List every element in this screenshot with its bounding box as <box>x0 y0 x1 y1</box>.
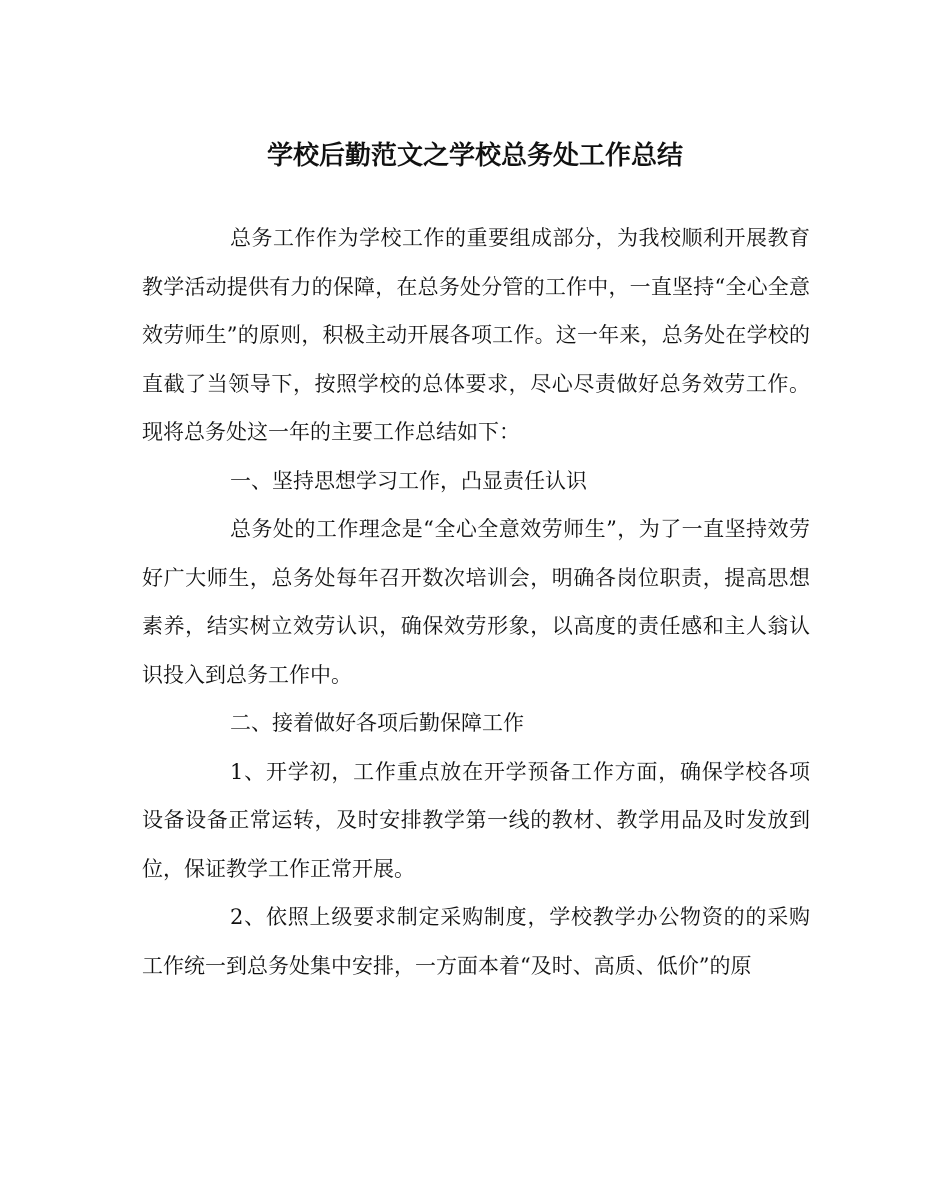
section-heading-2: 二、接着做好各项后勤保障工作 <box>230 711 524 735</box>
paragraph-intro: 总务工作作为学校工作的重要组成部分，为我校顺利开展教育教学活动提供有力的保障，在总务处分管的工作中，一直坚持“全心全意效劳师生”的原则，积极主动开展各项工作。这一年来，总务处在学校的直截了当领导下，按照学校的总体要求，尽心尽责做好总务效劳工作。现将总务处这一年的主要工作总结如下： <box>142 226 810 444</box>
paragraph-item-1: 1、开学初，工作重点放在开学预备工作方面，确保学校各项设备设备正常运转，及时安排教学第一线的教材、教学用品及时发放到位，保证教学工作正常开展。 <box>142 759 810 881</box>
document-body <box>142 214 810 990</box>
paragraph-section-1: 总务处的工作理念是“全心全意效劳师生”，为了一直坚持效劳好广大师生，总务处每年召开数次培训会，明确各岗位职责，提高思想素养，结实树立效劳认识，确保效劳形象，以高度的责任感和主人翁认识投入到总务工作中。 <box>142 517 810 687</box>
document-title: 学校后勤范文之学校总务处工作总结 <box>266 141 683 171</box>
section-heading-1: 一、坚持思想学习工作，凸显责任认识 <box>230 468 587 493</box>
paragraph-item-2: 2、依照上级要求制定采购制度，学校教学办公物资的的采购工作统一到总务处集中安排，一方面本着“及时、高质、低价”的原 <box>142 905 810 978</box>
